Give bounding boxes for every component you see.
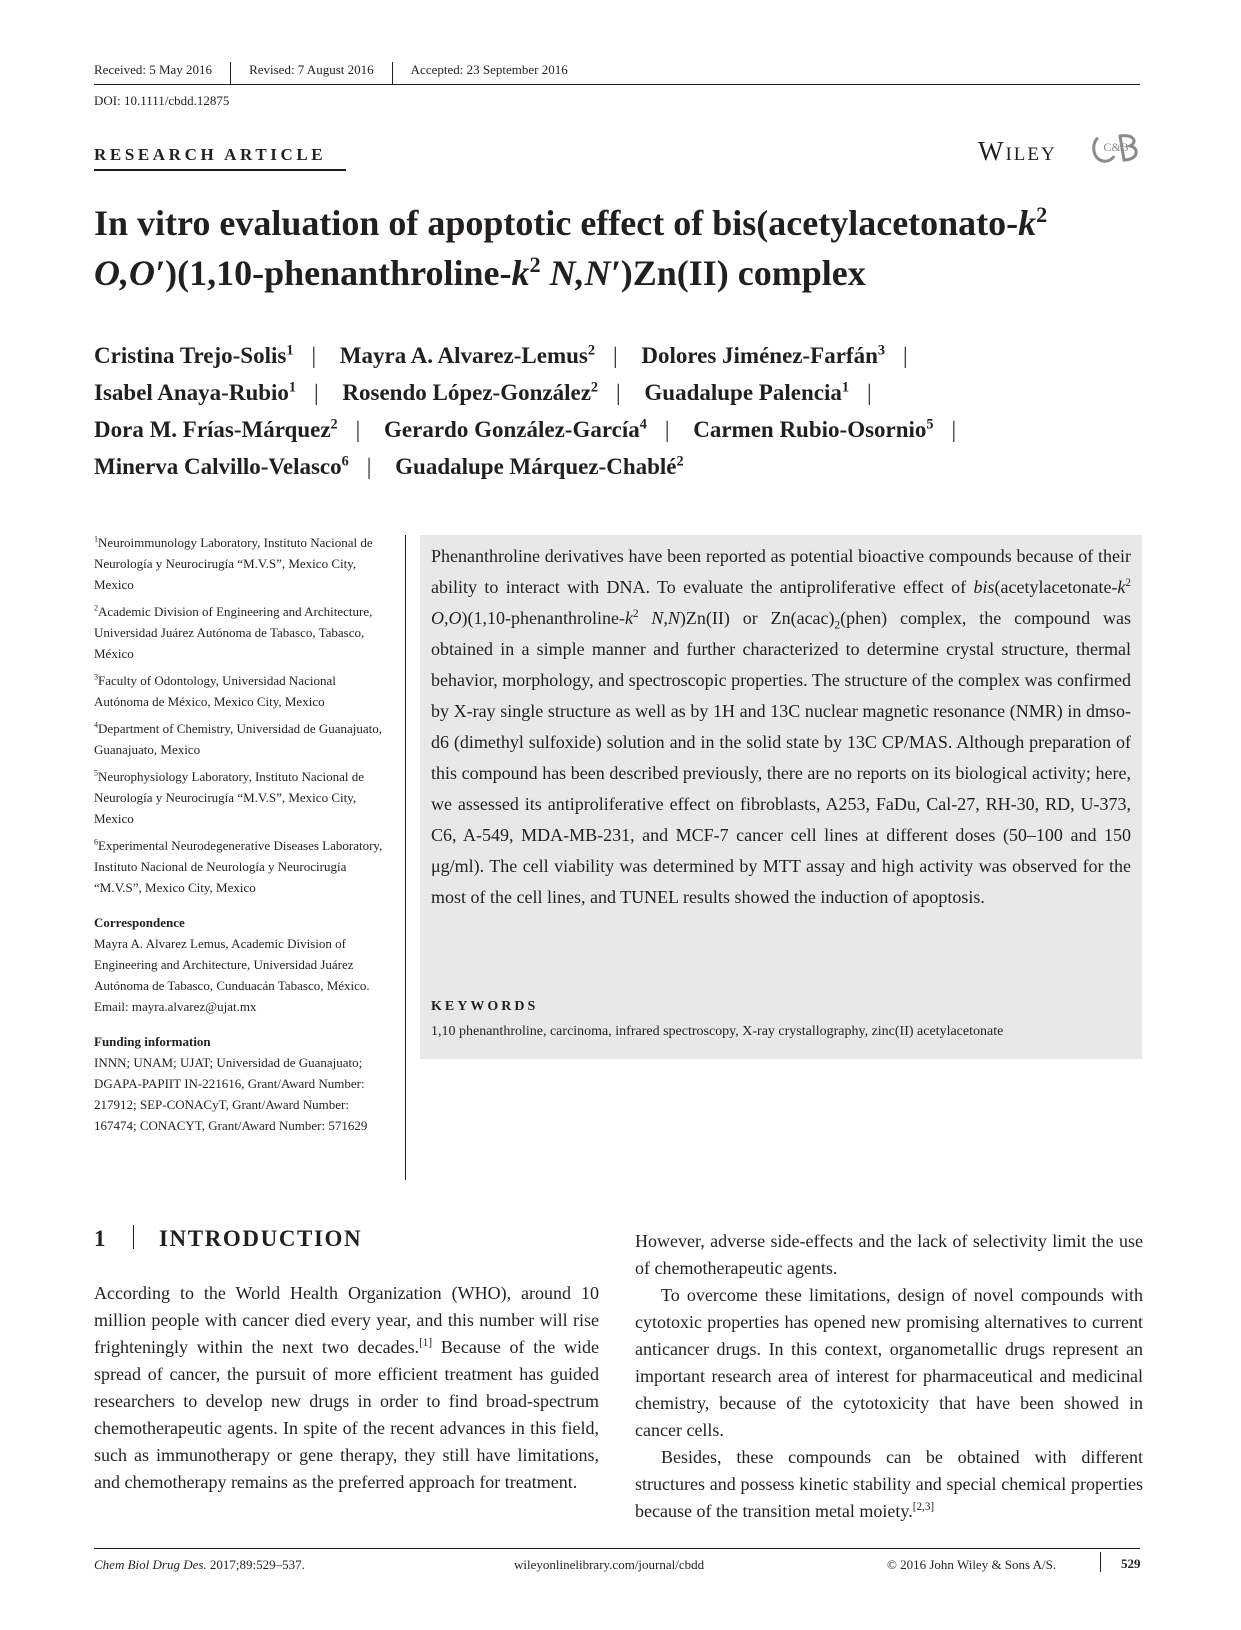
- paragraph: To overcome these limitations, design of novel compounds with cytotoxic properties has opened new promising alternatives to current anticancer drugs. In this context, organometallic drugs represent an important research area of interest for pharmaceutical and medicinal chemistry, because of the cytotoxicity that have been showed in cancer cells.: [635, 1285, 1143, 1440]
- footer-url[interactable]: wileyonlinelibrary.com/journal/cbdd: [514, 1557, 705, 1572]
- journal-logo-text: C&B: [1103, 140, 1129, 154]
- paragraph: According to the World Health Organization (WHO), around 10 million people with cancer died every year, and this number will rise frighteningly within the next two decades.[1] Because of the wide spread of cancer, the pursuit of more efficient treatment has guided researchers to develop new drugs in order to find broad-spectrum chemotherapeutic agents. In spite of the recent advances in this field, such as immunotherapy or gene therapy, they still have limitations, and chemotherapy remains as the preferred approach for treatment.: [94, 1283, 599, 1492]
- author-name[interactable]: Minerva Calvillo-Velasco$^6$: [94, 453, 349, 479]
- affiliation: $^5$Neurophysiology Laboratory, Instituto Nacional de Neurología y Neurocirugía “M.V.S”, Mexico City, Mexico: [94, 768, 364, 826]
- author-name[interactable]: Mayra A. Alvarez-Lemus$^2$: [339, 342, 595, 368]
- author-name[interactable]: Dora M. Frías-Márquez$^2$: [94, 416, 338, 442]
- publisher-name: Wiley: [978, 136, 1057, 166]
- correspondence-text: Mayra A. Alvarez Lemus, Academic Division of Engineering and Architecture, Universidad Juárez Autónoma de Tabasco, Cunduacán Tabasco, México.: [94, 936, 370, 993]
- correspondence-heading: Correspondence: [94, 915, 185, 930]
- footer-copyright: © 2016 John Wiley & Sons A/S.: [887, 1557, 1057, 1572]
- received-date: Received: 5 May 2016: [94, 62, 213, 77]
- affiliation: $^3$Faculty of Odontology, Universidad Nacional Autónoma de México, Mexico City, Mexico: [94, 672, 336, 709]
- paragraph: Besides, these compounds can be obtained with different structures and possess kinetic stability and special chemical properties because of the transition metal moiety.[2,3]: [635, 1447, 1143, 1521]
- article-type-underline: [94, 169, 346, 171]
- article-dates: [94, 62, 1140, 84]
- author-name[interactable]: Carmen Rubio-Osornio$^5$: [693, 416, 934, 442]
- keywords-text: 1,10 phenanthroline, carcinoma, infrared spectroscopy, X-ray crystallography, zinc(II) acetylacetonate: [431, 1024, 1004, 1039]
- header-rule: [94, 84, 1140, 85]
- date-divider: [230, 62, 231, 84]
- article-title: In vitro evaluation of apoptotic effect of $bis(acetylacetonato-k^2$ $O,O')(1,10-phenanthroline-k^2$ N,N′)Zn(II) complex: [94, 202, 1048, 293]
- heading-divider: [133, 1225, 134, 1249]
- article-type: RESEARCH ARTICLE: [94, 145, 327, 164]
- affiliation: $^1$Neuroimmunology Laboratory, Instituto Nacional de Neurología y Neurocirugía “M.V.S”, Mexico City, Mexico: [94, 534, 373, 592]
- author-name[interactable]: Gerardo González-García$^4$: [384, 416, 647, 442]
- affiliation: $^4$Department of Chemistry, Universidad de Guanajuato, Guanajuato, Mexico: [94, 720, 383, 757]
- journal-logo: [1090, 130, 1142, 166]
- author-name[interactable]: Cristina Trejo-Solis$^1$: [94, 342, 294, 368]
- author-name[interactable]: Rosendo López-González$^2$: [342, 379, 599, 405]
- affiliation: $^6$Experimental Neurodegenerative Diseases Laboratory, Instituto Nacional de Neurología y Neurocirugía “M.V.S”, Mexico City, Mexico: [94, 837, 383, 895]
- keywords-heading: KEYWORDS: [431, 999, 539, 1014]
- revised-date: Revised: 7 August 2016: [249, 62, 374, 77]
- footer-divider: [1100, 1552, 1101, 1572]
- author-name[interactable]: Isabel Anaya-Rubio$^1$: [94, 379, 297, 405]
- footer-rule: [94, 1548, 1140, 1549]
- funding-text: INNN; UNAM; UJAT; Universidad de Guanajuato; DGAPA-PAPIIT IN-221616, Grant/Award Number: 217912; SEP-CONACyT, Grant/Award Number: 167474; CONACYT, Grant/Award Number: 571629: [94, 1055, 368, 1133]
- section-number: 1: [94, 1226, 108, 1251]
- footer-citation: Chem Biol Drug Des. 2017;89:529–537.: [94, 1557, 305, 1572]
- publisher-logo: [978, 136, 1057, 167]
- author-name[interactable]: Guadalupe Márquez-Chablé$^2$: [395, 453, 684, 479]
- section-title: INTRODUCTION: [159, 1226, 363, 1251]
- page-number: 529: [1121, 1556, 1141, 1571]
- citation-ref[interactable]: [1]: [419, 1337, 433, 1349]
- date-divider: [392, 62, 393, 84]
- affiliation: $^2$Academic Division of Engineering and Architecture, Universidad Juárez Autónoma de Tabasco, Tabasco, México: [94, 603, 373, 661]
- column-divider: [405, 535, 406, 1180]
- affiliations-column: [94, 532, 384, 1136]
- section-heading: [94, 1225, 362, 1252]
- citation-ref[interactable]: [2,3]: [912, 1501, 935, 1513]
- abstract-text: Phenanthroline derivatives have been reported as potential bioactive compounds because of their ability to interact with DNA. To evaluate the antiproliferative effect of $bis(acetylacetonate-k^2$ $O,O)(1,10-phenanthroline-k^2$ N,N)Zn(II) or $Zn(acac)_2(phen)$ complex, the compound was obtained in a simple manner and further characterized to determine crystal structure, thermal behavior, morphology, and spectroscopic properties. The structure of the complex was confirmed by X-ray single structure as well as by 1H and 13C nuclear magnetic resonance (NMR) in dmso-d6 (dimethyl sulfoxide) solution and in the solid state by 13C CP/MAS. Although preparation of this compound has been described previously, there are no reports on its biological activity; here, we assessed its antiproliferative effect on fibroblasts, A253, FaDu, Cal-27, RH-30, RD, U-373, C6, A-549, MDA-MB-231, and MCF-7 cancer cell lines at different doses (50–100 and 150 μg/ml). The cell viability was determined by MTT assay and high activity was observed for the most of the cell lines, and TUNEL results showed the induction of apoptosis.: [431, 546, 1131, 907]
- correspondence-email[interactable]: Email: mayra.alvarez@ujat.mx: [94, 999, 257, 1014]
- accepted-date: Accepted: 23 September 2016: [410, 62, 568, 77]
- author-name[interactable]: Dolores Jiménez-Farfán$^3$: [641, 342, 886, 368]
- funding-heading: Funding information: [94, 1034, 211, 1049]
- doi[interactable]: DOI: 10.1111/cbdd.12875: [94, 93, 230, 108]
- intro-left-column: [94, 1280, 599, 1496]
- author-list: Cristina Trejo-Solis$^1$ | Mayra A. Alvarez-Lemus$^2$ | Dolores Jiménez-Farfán$^3$ | Isabel Anaya-Rubio$^1$ | Rosendo López-González$^2$ | Guadalupe Palencia$^1$ | Dora M. Frías-Márquez$^2$ | Gerardo González-García$^4$ | Carmen Rubio-Osornio$^5$ | Minerva Calvillo-Velasco$^6$ | Guadalupe Márquez-Chablé$^2$: [94, 342, 957, 479]
- author-name[interactable]: Guadalupe Palencia$^1$: [644, 379, 849, 405]
- intro-right-column: [635, 1228, 1143, 1525]
- paragraph: However, adverse side-effects and the lack of selectivity limit the use of chemotherapeutic agents.: [635, 1231, 1143, 1278]
